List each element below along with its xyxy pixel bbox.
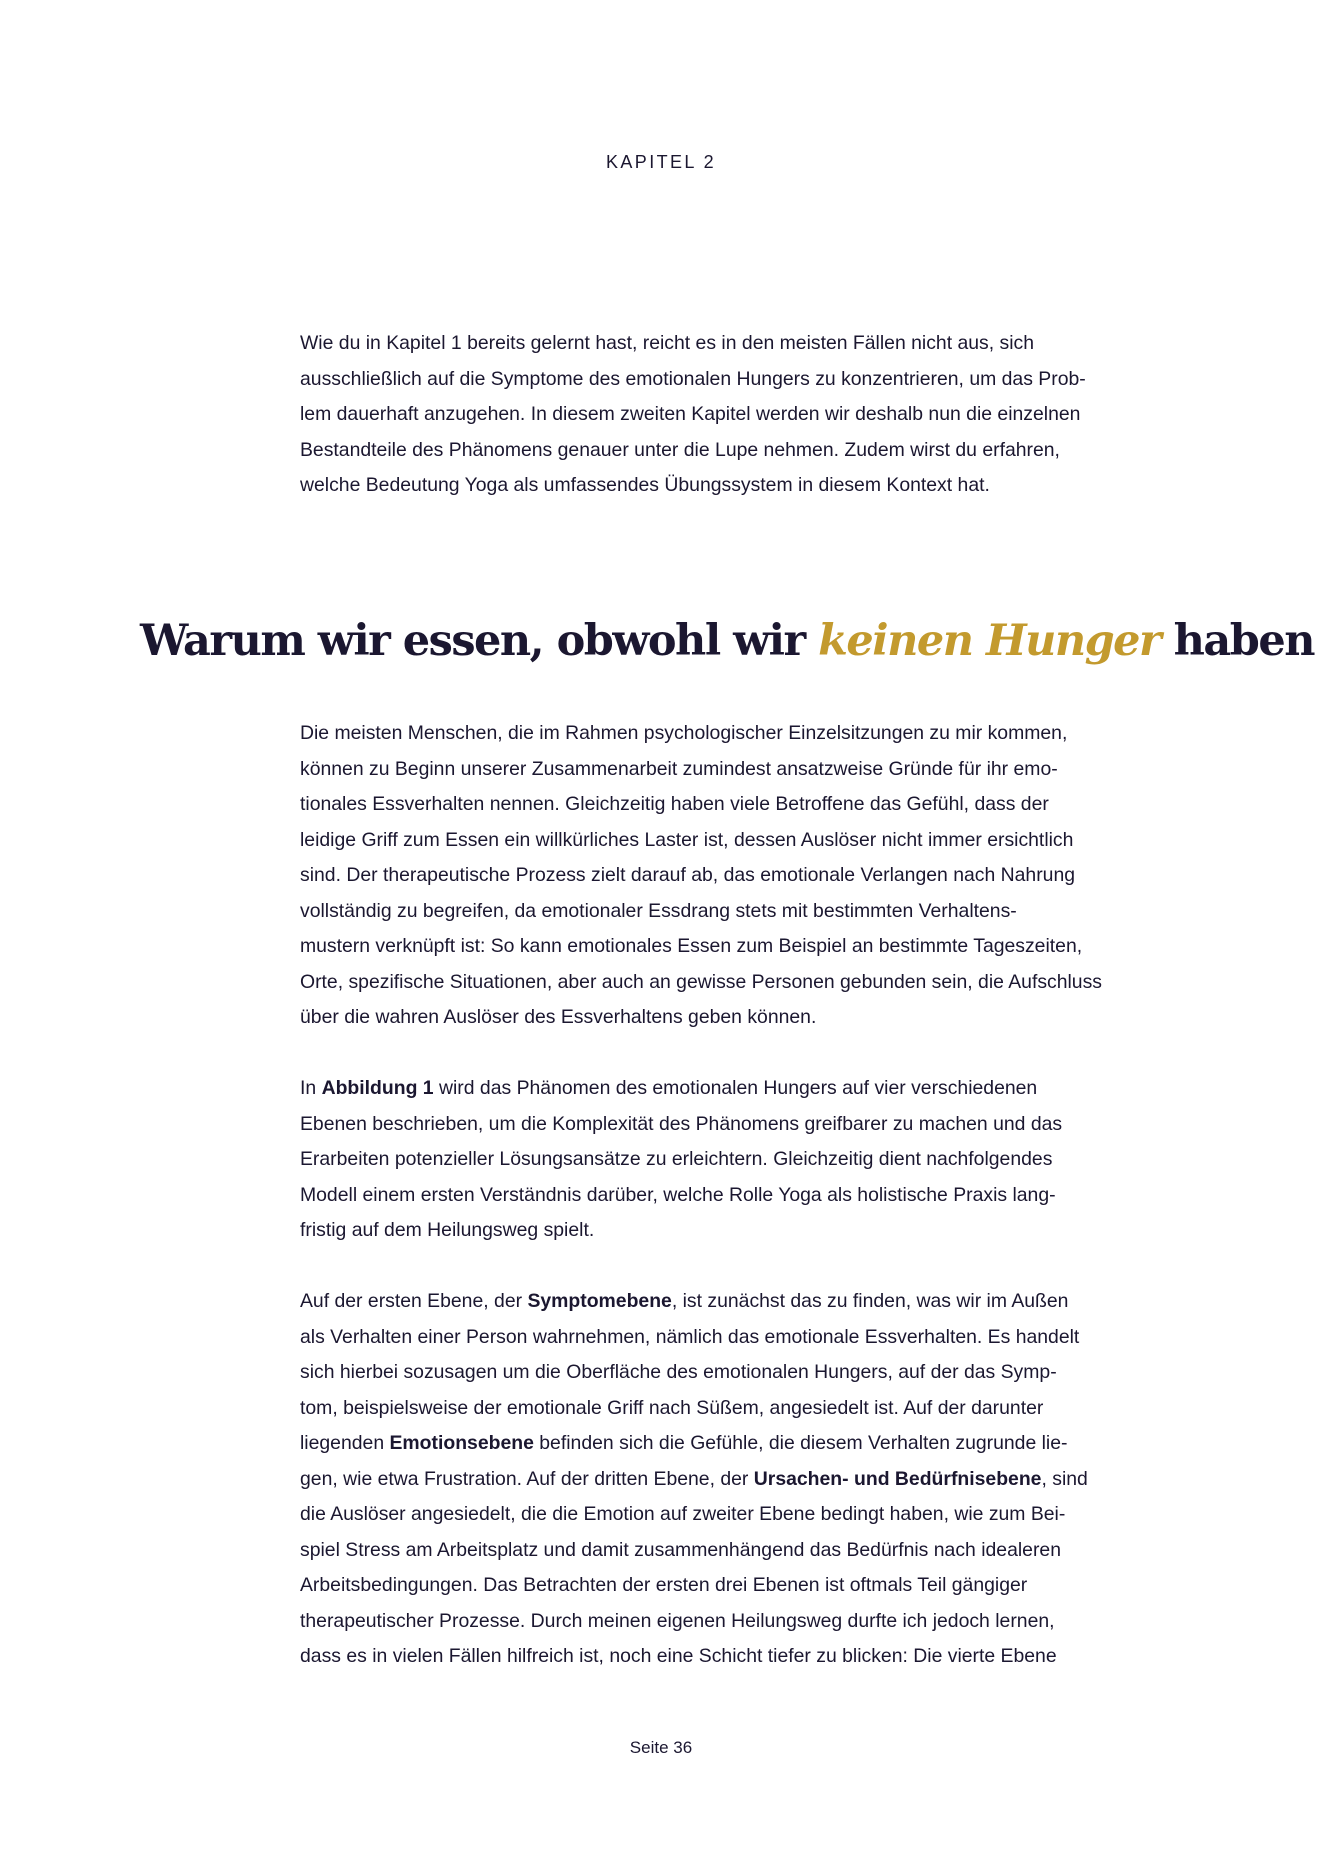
- text-line: Orte, spezifische Situationen, aber auch an gewisse Personen gebunden sein, die Aufschluss: [300, 970, 1102, 993]
- bold-term: Ursachen- und Bedürfnisebene: [753, 1467, 1042, 1490]
- intro-paragraph: [300, 326, 1195, 504]
- text-line: Bestandteile des Phänomens genauer unter die Lupe nehmen. Zudem wirst du erfahren,: [300, 438, 1060, 461]
- bold-term: Emotionsebene: [389, 1432, 534, 1454]
- text-line: fristig auf dem Heilungsweg spielt.: [300, 1219, 595, 1241]
- text-line: ausschließlich auf die Symptome des emotionalen Hungers zu konzentrieren, um das Prob-: [300, 367, 1086, 390]
- text-line: dass es in vielen Fällen hilfreich ist, noch eine Schicht tiefer zu blicken: Die vierte Ebene: [300, 1645, 1057, 1667]
- text-line: als Verhalten einer Person wahrnehmen, nämlich das emotionale Essverhalten. Es handelt: [300, 1325, 1080, 1348]
- text-line: lem dauerhaft anzugehen. In diesem zweiten Kapitel werden wir deshalb nun die einzelnen: [300, 403, 1081, 425]
- section-heading: [140, 606, 1314, 676]
- text-line: vollständig zu begreifen, da emotionaler Essdrang stets mit bestimmten Verhaltens-: [300, 899, 1017, 922]
- text-line: tom, beispielsweise der emotionale Griff nach Süßem, angesiedelt ist. Auf der darunter: [300, 1396, 1044, 1419]
- text-line: die Auslöser angesiedelt, die die Emotion auf zweiter Ebene bedingt haben, wie zum Bei-: [300, 1503, 1066, 1525]
- text-line: tionales Essverhalten nennen. Gleichzeitig haben viele Betroffene das Gefühl, dass der: [300, 793, 1049, 815]
- text-line: Arbeitsbedingungen. Das Betrachten der ersten drei Ebenen ist oftmals Teil gängiger: [300, 1574, 1028, 1596]
- text-line: sind. Der therapeutische Prozess zielt darauf ab, das emotionale Verlangen nach Nahrung: [300, 864, 1076, 886]
- page-number: Seite 36: [629, 1738, 693, 1757]
- text-line: mustern verknüpft ist: So kann emotionales Essen zum Beispiel an bestimmte Tageszeiten,: [300, 935, 1083, 957]
- text-line: welche Bedeutung Yoga als umfassendes Übungssystem in diesem Kontext hat.: [300, 474, 990, 496]
- heading-part: haben: [1160, 616, 1314, 666]
- body-paragraph-2: [300, 1071, 1195, 1249]
- text-line: In Abbildung 1 wird das Phänomen des emotionalen Hungers auf vier verschiedenen: [300, 1077, 1038, 1099]
- text-line: sich hierbei sozusagen um die Oberfläche des emotionalen Hungers, auf der das Symp-: [300, 1361, 1057, 1383]
- text-line: liegenden Emotionsebene befinden sich die Gefühle, die diesem Verhalten zugrunde lie-: [300, 1432, 1068, 1454]
- bold-term: Symptomebene: [527, 1290, 672, 1312]
- text-line: gen, wie etwa Frustration. Auf der dritten Ebene, der Ursachen- und Bedürfnisebene, sind: [300, 1467, 1088, 1490]
- running-head: KAPITEL 2: [606, 152, 716, 172]
- body-paragraph-1: [300, 716, 1195, 1036]
- text-line: Wie du in Kapitel 1 bereits gelernt hast, reicht es in den meisten Fällen nicht aus, sich: [300, 332, 1034, 354]
- text-line: Modell einem ersten Verständnis darüber, welche Rolle Yoga als holistische Praxis lang-: [300, 1183, 1056, 1206]
- text-line: Die meisten Menschen, die im Rahmen psychologischer Einzelsitzungen zu mir kommen,: [300, 722, 1068, 744]
- text-line: spiel Stress am Arbeitsplatz und damit zusammenhängend das Bedürfnis nach idealeren: [300, 1538, 1061, 1561]
- text-line: können zu Beginn unserer Zusammenarbeit zumindest ansatzweise Gründe für ihr emo-: [300, 757, 1058, 780]
- text-line: Erarbeiten potenzieller Lösungsansätze zu erleichtern. Gleichzeitig dient nachfolgendes: [300, 1148, 1053, 1170]
- heading-part: Warum wir essen, obwohl wir: [140, 616, 819, 666]
- text-line: Auf der ersten Ebene, der Symptomebene, ist zunächst das zu finden, was wir im Außen: [300, 1290, 1069, 1312]
- body-paragraph-3: [300, 1284, 1195, 1675]
- text-line: Ebenen beschrieben, um die Komplexität des Phänomens greifbarer zu machen und das: [300, 1112, 1063, 1135]
- text-line: therapeutischer Prozesse. Durch meinen eigenen Heilungsweg durfte ich jedoch lernen,: [300, 1609, 1055, 1632]
- text-line: über die wahren Auslöser des Essverhaltens geben können.: [300, 1006, 817, 1028]
- text-line: leidige Griff zum Essen ein willkürliches Laster ist, dessen Auslöser nicht immer ersichtlich: [300, 828, 1074, 851]
- heading-accent: keinen Hunger: [818, 616, 1161, 666]
- bold-term: Abbildung 1: [321, 1077, 434, 1099]
